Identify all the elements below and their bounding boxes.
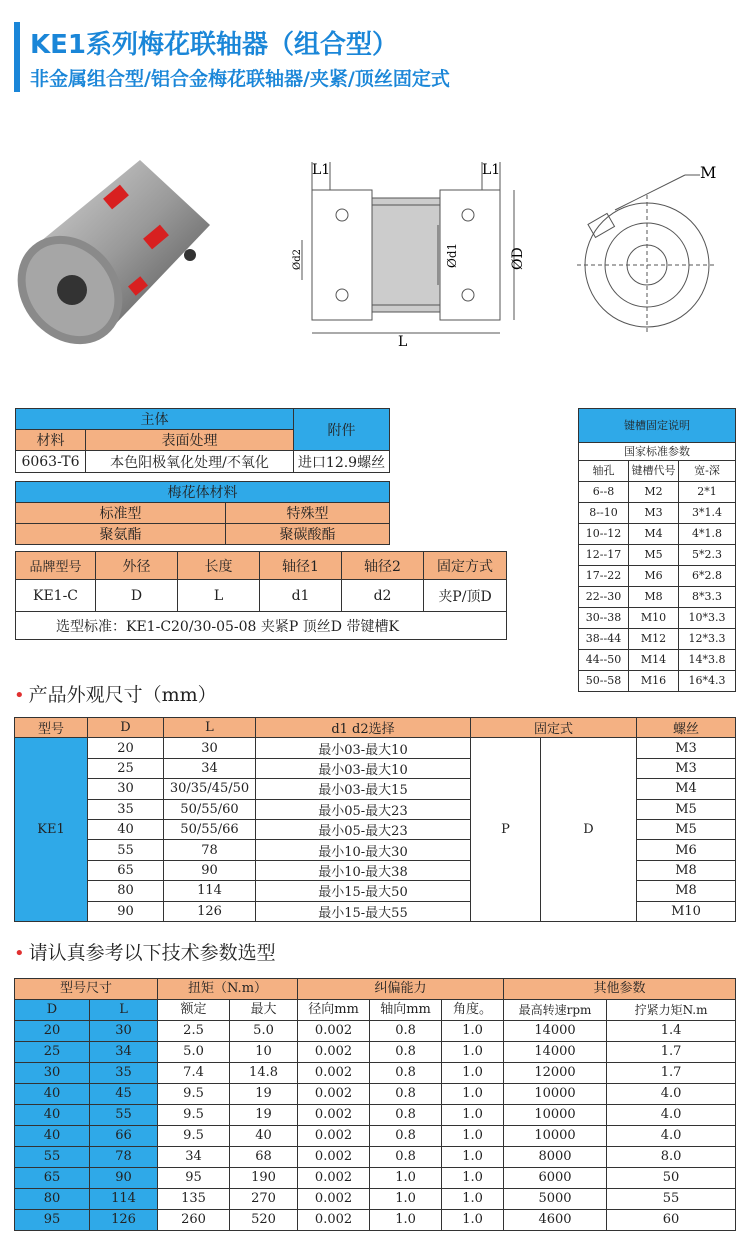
tech-cell: 10000 xyxy=(504,1126,607,1147)
spider-material-table xyxy=(15,481,390,545)
tech-cell: 55 xyxy=(15,1147,90,1168)
tech-cell: 40 xyxy=(230,1126,298,1147)
tech-cell: 68 xyxy=(230,1147,298,1168)
tech-cell: 1.0 xyxy=(442,1105,504,1126)
dims-cell: 65 xyxy=(88,860,164,880)
screw-cell: M5 xyxy=(637,799,736,819)
key-cell: M12 xyxy=(629,629,679,650)
standard-material: 聚氨酯 xyxy=(16,524,226,545)
model-code-table xyxy=(15,551,507,640)
tech-cell: 0.8 xyxy=(370,1126,442,1147)
tech-cell: 0.8 xyxy=(370,1105,442,1126)
tech-cell: 65 xyxy=(15,1168,90,1189)
dim-l1-left-label: L1 xyxy=(312,162,331,178)
tech-cell: 19 xyxy=(230,1084,298,1105)
dims-cell: 55 xyxy=(88,840,164,860)
attachment-value: 进口12.9螺丝 xyxy=(294,451,390,473)
dims-cell: 最小10-最大30 xyxy=(256,840,471,860)
model-header-cell: 长度 xyxy=(178,552,260,580)
dims-cell: 最小05-最大23 xyxy=(256,799,471,819)
tech-cell: 10000 xyxy=(504,1105,607,1126)
tech-cell: 1.0 xyxy=(370,1168,442,1189)
key-cell: M4 xyxy=(629,524,679,545)
table-row xyxy=(579,608,736,629)
key-cell: 8*3.3 xyxy=(679,587,736,608)
tech-cell: 8000 xyxy=(504,1147,607,1168)
dim-l-label: L xyxy=(398,334,408,350)
key-cell: 10*3.3 xyxy=(679,608,736,629)
key-slot-subtitle: 国家标准参数 xyxy=(579,443,736,461)
tech-cell: 1.0 xyxy=(442,1126,504,1147)
tech-cell: 0.8 xyxy=(370,1042,442,1063)
surface-value: 本色阳极氧化处理/不氧化 xyxy=(86,451,294,473)
dims-cell: 90 xyxy=(88,901,164,921)
tech-cell: 4.0 xyxy=(607,1126,736,1147)
tech-cell: 66 xyxy=(90,1126,158,1147)
dims-cell: 最小10-最大38 xyxy=(256,860,471,880)
tech-cell: 7.4 xyxy=(158,1063,230,1084)
dims-cell: 34 xyxy=(164,758,256,778)
table-row xyxy=(15,1168,736,1189)
tech-cell: 126 xyxy=(90,1210,158,1231)
tech-cell: 5.0 xyxy=(158,1042,230,1063)
dims-cell: 20 xyxy=(88,738,164,758)
tech-cell: 34 xyxy=(90,1042,158,1063)
tech-cell: 1.0 xyxy=(442,1042,504,1063)
tech-sub-header: 拧紧力矩N.m xyxy=(607,1000,736,1021)
material-value: 6063-T6 xyxy=(16,451,86,473)
dims-cell: 40 xyxy=(88,819,164,839)
tech-cell: 90 xyxy=(90,1168,158,1189)
dims-header-cell: d1 d2选择 xyxy=(256,718,471,738)
tech-cell: 55 xyxy=(607,1189,736,1210)
tech-group-header: 扭矩（N.m） xyxy=(158,979,298,1000)
table-row xyxy=(579,545,736,566)
screw-cell: M3 xyxy=(637,738,736,758)
fix-p-cell: P xyxy=(471,738,541,922)
tech-cell: 0.002 xyxy=(298,1105,370,1126)
key-cell: 10--12 xyxy=(579,524,629,545)
tech-cell: 1.0 xyxy=(442,1021,504,1042)
tech-cell: 520 xyxy=(230,1210,298,1231)
screw-cell: M5 xyxy=(637,819,736,839)
surface-header: 表面处理 xyxy=(86,430,294,451)
key-cell: M6 xyxy=(629,566,679,587)
dims-cell: 35 xyxy=(88,799,164,819)
key-cell: 8--10 xyxy=(579,503,629,524)
key-cell: 6--8 xyxy=(579,482,629,503)
tech-cell: 1.7 xyxy=(607,1042,736,1063)
dims-cell: 80 xyxy=(88,881,164,901)
special-material: 聚碳酸酯 xyxy=(226,524,390,545)
tech-cell: 1.0 xyxy=(442,1189,504,1210)
dim-d-outer-label: ØD xyxy=(510,247,526,270)
key-cell: M8 xyxy=(629,587,679,608)
tech-cell: 1.0 xyxy=(370,1189,442,1210)
tech-cell: 34 xyxy=(158,1147,230,1168)
key-cell: 6*2.8 xyxy=(679,566,736,587)
dims-cell: 最小15-最大50 xyxy=(256,881,471,901)
table-row xyxy=(15,1063,736,1084)
tech-cell: 1.0 xyxy=(442,1063,504,1084)
dims-cell: 50/55/60 xyxy=(164,799,256,819)
tech-heading: • 请认真参考以下技术参数选型 xyxy=(14,942,276,964)
dimensions-table xyxy=(14,717,736,922)
key-cell: M2 xyxy=(629,482,679,503)
key-cell: 12--17 xyxy=(579,545,629,566)
tech-sub-header: 额定 xyxy=(158,1000,230,1021)
key-cell: 3*1.4 xyxy=(679,503,736,524)
key-cell: M5 xyxy=(629,545,679,566)
key-cell: 2*1 xyxy=(679,482,736,503)
dims-cell: 126 xyxy=(164,901,256,921)
dims-header-cell: 螺丝 xyxy=(637,718,736,738)
tech-cell: 80 xyxy=(15,1189,90,1210)
dims-heading: • 产品外观尺寸（mm） xyxy=(14,684,217,706)
tech-cell: 135 xyxy=(158,1189,230,1210)
tech-cell: 8.0 xyxy=(607,1147,736,1168)
dims-cell: 25 xyxy=(88,758,164,778)
dims-header-cell: 固定式 xyxy=(471,718,637,738)
tech-cell: 14000 xyxy=(504,1021,607,1042)
tech-cell: 1.0 xyxy=(370,1210,442,1231)
table-row xyxy=(579,671,736,692)
key-header-cell: 键槽代号 xyxy=(629,461,679,482)
key-cell: 4*1.8 xyxy=(679,524,736,545)
main-body-header: 主体 xyxy=(16,409,294,430)
table-row xyxy=(15,1147,736,1168)
tech-cell: 40 xyxy=(15,1084,90,1105)
model-header-cell: 外径 xyxy=(96,552,178,580)
key-cell: M16 xyxy=(629,671,679,692)
dims-header-cell: L xyxy=(164,718,256,738)
model-value-cell: KE1-C xyxy=(16,580,96,612)
tech-cell: 50 xyxy=(607,1168,736,1189)
tech-sub-header: L xyxy=(90,1000,158,1021)
dims-cell: 最小03-最大10 xyxy=(256,738,471,758)
tech-cell: 55 xyxy=(90,1105,158,1126)
model-header-cell: 固定方式 xyxy=(424,552,507,580)
dims-cell: 30 xyxy=(164,738,256,758)
end-view-drawing xyxy=(575,150,745,350)
tech-sub-header: D xyxy=(15,1000,90,1021)
tech-cell: 1.0 xyxy=(442,1084,504,1105)
tech-sub-header: 最大 xyxy=(230,1000,298,1021)
tech-cell: 45 xyxy=(90,1084,158,1105)
tech-cell: 0.8 xyxy=(370,1147,442,1168)
table-row xyxy=(15,1084,736,1105)
spider-material-header: 梅花体材料 xyxy=(16,482,390,503)
model-value-cell: d1 xyxy=(260,580,342,612)
dims-header-cell: 型号 xyxy=(15,718,88,738)
tech-cell: 0.002 xyxy=(298,1021,370,1042)
key-cell: M10 xyxy=(629,608,679,629)
fix-d-cell: D xyxy=(541,738,637,922)
tech-group-header: 纠偏能力 xyxy=(298,979,504,1000)
tech-cell: 9.5 xyxy=(158,1126,230,1147)
table-row xyxy=(579,650,736,671)
table-row xyxy=(579,629,736,650)
key-cell: 12*3.3 xyxy=(679,629,736,650)
model-header-cell: 轴径1 xyxy=(260,552,342,580)
table-row xyxy=(15,1189,736,1210)
model-cell: KE1 xyxy=(15,738,88,922)
tech-cell: 0.8 xyxy=(370,1021,442,1042)
key-cell: 38--44 xyxy=(579,629,629,650)
tech-cell: 9.5 xyxy=(158,1084,230,1105)
tech-sub-header: 最高转速rpm xyxy=(504,1000,607,1021)
tech-cell: 1.0 xyxy=(442,1210,504,1231)
dim-l1-right-label: L1 xyxy=(482,162,501,178)
tech-cell: 30 xyxy=(90,1021,158,1042)
dims-heading-text: 产品外观尺寸（mm） xyxy=(28,684,217,706)
tech-cell: 0.002 xyxy=(298,1168,370,1189)
tech-heading-text: 请认真参考以下技术参数选型 xyxy=(28,942,276,964)
tech-cell: 40 xyxy=(15,1105,90,1126)
key-cell: M3 xyxy=(629,503,679,524)
tech-cell: 95 xyxy=(15,1210,90,1231)
tech-cell: 12000 xyxy=(504,1063,607,1084)
dims-header-cell: D xyxy=(88,718,164,738)
material-header: 材料 xyxy=(16,430,86,451)
table-row xyxy=(579,587,736,608)
selection-note: 选型标准：KE1-C20/30-05-08 夹紧P 顶丝D 带键槽K xyxy=(16,612,507,640)
dims-cell: 最小03-最大15 xyxy=(256,779,471,799)
table-row xyxy=(15,1021,736,1042)
key-slot-table xyxy=(578,408,736,692)
key-slot-title: 键槽固定说明 xyxy=(579,409,736,443)
screw-cell: M6 xyxy=(637,840,736,860)
tech-cell: 0.002 xyxy=(298,1042,370,1063)
dims-cell: 30 xyxy=(88,779,164,799)
key-cell: M14 xyxy=(629,650,679,671)
tech-cell: 14.8 xyxy=(230,1063,298,1084)
tech-cell: 0.002 xyxy=(298,1084,370,1105)
key-cell: 50--58 xyxy=(579,671,629,692)
special-type: 特殊型 xyxy=(226,503,390,524)
model-header-cell: 轴径2 xyxy=(342,552,424,580)
tech-cell: 0.8 xyxy=(370,1063,442,1084)
tech-cell: 6000 xyxy=(504,1168,607,1189)
table-row xyxy=(579,524,736,545)
table-row xyxy=(579,503,736,524)
attachment-header: 附件 xyxy=(294,409,390,451)
tech-cell: 1.0 xyxy=(442,1147,504,1168)
key-cell: 16*4.3 xyxy=(679,671,736,692)
tech-cell: 260 xyxy=(158,1210,230,1231)
coupling-product-image xyxy=(10,140,225,365)
dims-cell: 78 xyxy=(164,840,256,860)
key-cell: 5*2.3 xyxy=(679,545,736,566)
tech-cell: 35 xyxy=(90,1063,158,1084)
tech-cell: 9.5 xyxy=(158,1105,230,1126)
body-material-table xyxy=(15,408,390,473)
tech-cell: 14000 xyxy=(504,1042,607,1063)
model-value-cell: 夹P/顶D xyxy=(424,580,507,612)
tech-cell: 0.002 xyxy=(298,1210,370,1231)
tech-cell: 1.4 xyxy=(607,1021,736,1042)
tech-cell: 10 xyxy=(230,1042,298,1063)
tech-cell: 190 xyxy=(230,1168,298,1189)
dims-cell: 最小05-最大23 xyxy=(256,819,471,839)
key-cell: 44--50 xyxy=(579,650,629,671)
tech-cell: 1.0 xyxy=(442,1168,504,1189)
screw-cell: M8 xyxy=(637,860,736,880)
tech-cell: 4.0 xyxy=(607,1084,736,1105)
tech-cell: 1.7 xyxy=(607,1063,736,1084)
tech-cell: 5.0 xyxy=(230,1021,298,1042)
table-row xyxy=(15,1210,736,1231)
tech-cell: 270 xyxy=(230,1189,298,1210)
screw-cell: M10 xyxy=(637,901,736,921)
model-value-cell: d2 xyxy=(342,580,424,612)
key-header-cell: 宽-深 xyxy=(679,461,736,482)
dims-cell: 最小15-最大55 xyxy=(256,901,471,921)
key-cell: 14*3.8 xyxy=(679,650,736,671)
dimension-drawing xyxy=(290,150,555,355)
tech-cell: 19 xyxy=(230,1105,298,1126)
tech-cell: 0.002 xyxy=(298,1063,370,1084)
model-value-cell: D xyxy=(96,580,178,612)
screw-cell: M3 xyxy=(637,758,736,778)
tech-group-header: 其他参数 xyxy=(504,979,736,1000)
tech-cell: 5000 xyxy=(504,1189,607,1210)
tech-cell: 0.002 xyxy=(298,1126,370,1147)
tech-cell: 60 xyxy=(607,1210,736,1231)
tech-sub-header: 轴向mm xyxy=(370,1000,442,1021)
dims-cell: 114 xyxy=(164,881,256,901)
tech-cell: 114 xyxy=(90,1189,158,1210)
model-header-cell: 品牌型号 xyxy=(16,552,96,580)
screw-cell: M4 xyxy=(637,779,736,799)
page-title: KE1系列梅花联轴器（组合型） xyxy=(30,30,398,60)
dims-cell: 90 xyxy=(164,860,256,880)
table-row xyxy=(15,1042,736,1063)
tech-sub-header: 角度。 xyxy=(442,1000,504,1021)
dims-cell: 最小03-最大10 xyxy=(256,758,471,778)
tech-cell: 10000 xyxy=(504,1084,607,1105)
table-row xyxy=(15,1126,736,1147)
key-cell: 17--22 xyxy=(579,566,629,587)
tech-cell: 4.0 xyxy=(607,1105,736,1126)
dims-cell: 30/35/45/50 xyxy=(164,779,256,799)
model-value-cell: L xyxy=(178,580,260,612)
table-row xyxy=(579,482,736,503)
page-subtitle: 非金属组合型/铝合金梅花联轴器/夹紧/顶丝固定式 xyxy=(30,68,450,90)
key-cell: 22--30 xyxy=(579,587,629,608)
table-row xyxy=(15,1105,736,1126)
dim-d2-label: Ød2 xyxy=(292,249,303,270)
tech-cell: 20 xyxy=(15,1021,90,1042)
standard-type: 标准型 xyxy=(16,503,226,524)
dim-d1-label: Ød1 xyxy=(445,242,459,268)
tech-cell: 0.002 xyxy=(298,1147,370,1168)
tech-params-table xyxy=(14,978,736,1231)
tech-cell: 0.002 xyxy=(298,1189,370,1210)
screw-cell: M8 xyxy=(637,881,736,901)
key-header-cell: 轴孔 xyxy=(579,461,629,482)
table-row xyxy=(579,566,736,587)
tech-cell: 0.8 xyxy=(370,1084,442,1105)
tech-cell: 2.5 xyxy=(158,1021,230,1042)
table-row xyxy=(15,738,736,758)
tech-sub-header: 径向mm xyxy=(298,1000,370,1021)
dims-cell: 50/55/66 xyxy=(164,819,256,839)
dim-m-label: M xyxy=(700,163,717,182)
tech-cell: 40 xyxy=(15,1126,90,1147)
tech-cell: 25 xyxy=(15,1042,90,1063)
tech-cell: 78 xyxy=(90,1147,158,1168)
tech-cell: 30 xyxy=(15,1063,90,1084)
tech-cell: 4600 xyxy=(504,1210,607,1231)
title-accent-bar xyxy=(14,22,20,92)
key-cell: 30--38 xyxy=(579,608,629,629)
tech-cell: 95 xyxy=(158,1168,230,1189)
tech-group-header: 型号尺寸 xyxy=(15,979,158,1000)
